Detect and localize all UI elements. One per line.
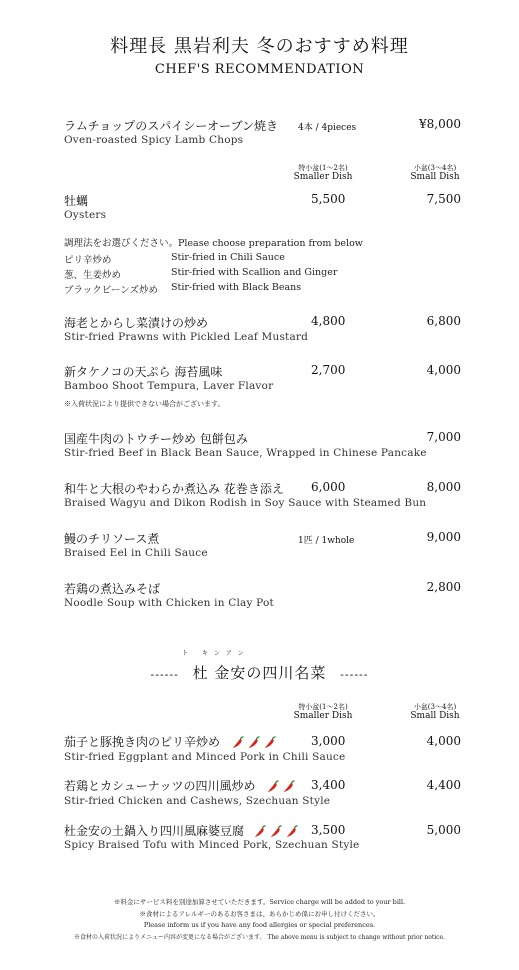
- item-name-en: Braised Wagyu and Dikon Rodish in Soy Sauce with Steamed Bun: [64, 497, 427, 509]
- menu-title-jp: 料理長 黒岩利夫 冬のおすすめ料理: [110, 36, 409, 57]
- col1-header-jp: 特小盆(1～2名): [298, 703, 348, 711]
- item-name-jp: 若鶏の煮込みそば: [64, 582, 161, 596]
- col1-header-en: Smaller Dish: [293, 711, 353, 721]
- price-small-dish: 8,000: [426, 480, 461, 494]
- item-name-text: 杜金安の土鍋入り四川風麻婆豆腐: [64, 824, 245, 838]
- menu-title-en: CHEF'S RECOMMENDATION: [154, 62, 365, 77]
- col1-header-jp: 特小盆(1～2名): [298, 164, 348, 172]
- item-name-en: Oven-roasted Spicy Lamb Chops: [64, 134, 244, 146]
- prep-heading: 調理法をお選びください。Please choose preparation from below: [64, 238, 363, 249]
- price-small-dish: 4,400: [426, 778, 461, 792]
- price-smaller-dish: 2,700: [311, 363, 346, 377]
- price-smaller-dish: 4,800: [311, 314, 346, 328]
- item-name-jp: [64, 822, 300, 839]
- item-quantity: 4本 / 4pieces: [298, 123, 357, 133]
- col1-header-en: Smaller Dish: [293, 172, 353, 182]
- price-smaller-dish: 3,400: [311, 778, 346, 792]
- item-name-en: Stir-fried Eggplant and Minced Pork in Chili Sauce: [64, 751, 346, 763]
- prep-option-jp: ピリ辛炒め: [64, 255, 112, 266]
- item-name-en: Stir-fried Beef in Black Bean Sauce, Wrapped in Chinese Pancake: [64, 447, 427, 459]
- item-name-en: Noodle Soup with Chicken in Clay Pot: [64, 597, 274, 609]
- col2-header-jp: 小盆(3～4名): [413, 164, 457, 172]
- chili-pepper-icon: [284, 824, 299, 839]
- chili-pepper-icon: [265, 779, 280, 794]
- item-price: 2,800: [426, 580, 461, 594]
- item-name-jp: [64, 733, 278, 750]
- item-name-jp: [64, 777, 297, 794]
- availability-note: ※入荷状況により提供できない場合がございます。: [64, 400, 225, 408]
- col2-header-en: Small Dish: [410, 711, 460, 721]
- price-smaller-dish: 3,000: [311, 734, 346, 748]
- chili-pepper-icon: [268, 824, 283, 839]
- prep-option-en: Stir-fried in Chili Sauce: [171, 252, 285, 263]
- spice-level: [265, 779, 297, 794]
- spice-level: [252, 824, 300, 839]
- item-price: 7,000: [426, 430, 461, 444]
- item-name-en: Bamboo Shoot Tempura, Laver Flavor: [64, 380, 274, 392]
- item-name-en: Spicy Braised Tofu with Minced Pork, Szechuan Style: [64, 839, 360, 851]
- prep-option-jp: ブラックビーンズ炒め: [64, 285, 158, 296]
- price-smaller-dish: 6,000: [311, 480, 346, 494]
- item-name-jp: 海老とからし菜漬けの炒め: [64, 316, 209, 330]
- item-name-en: Braised Eel in Chili Sauce: [64, 547, 208, 559]
- item-name-jp: 牡蠣: [64, 194, 89, 208]
- item-name-jp: 鰻のチリソース煮: [64, 532, 160, 546]
- item-name-en: Stir-fried Chicken and Cashews, Szechuan Style: [64, 795, 331, 807]
- item-name-jp: 和牛と大根のやわらか煮込み 花巻き添え: [64, 482, 284, 496]
- item-price: ¥8,000: [419, 117, 461, 131]
- price-smaller-dish: 3,500: [311, 823, 346, 837]
- section2-title: 杜 金安の四川名菜: [192, 664, 327, 682]
- item-price: 9,000: [426, 530, 461, 544]
- item-name-jp: 新タケノコの天ぷら 海苔風味: [64, 365, 223, 379]
- footer-allergy-en: Please inform us if you have any food allergies or special preferences.: [143, 921, 376, 929]
- price-small-dish: 5,000: [426, 823, 461, 837]
- chili-pepper-icon: [252, 824, 267, 839]
- section2-title-row: [0, 662, 519, 683]
- item-name-jp: 国産牛肉のトウチー炒め 包餅包み: [64, 432, 248, 446]
- chili-pepper-icon: [281, 779, 296, 794]
- prep-option-en: Stir-fried with Black Beans: [171, 282, 302, 293]
- chili-pepper-icon: [262, 735, 277, 750]
- section2-ruby: ト キンアン: [182, 650, 250, 657]
- price-small-dish: 7,500: [426, 192, 461, 206]
- item-name-text: 茄子と豚挽き肉のピリ辛炒め: [64, 735, 221, 749]
- spice-level: [230, 735, 278, 750]
- price-small-dish: 4,000: [426, 734, 461, 748]
- col2-header-jp: 小盆(3～4名): [413, 703, 457, 711]
- footer-service-charge: ※料金にサービス料を別途加算させていただきます。Service charge will be added to your bill.: [113, 898, 406, 906]
- section2-dash-left: ------: [150, 668, 179, 681]
- chili-pepper-icon: [230, 735, 245, 750]
- price-small-dish: 6,800: [426, 314, 461, 328]
- price-small-dish: 4,000: [426, 363, 461, 377]
- price-smaller-dish: 5,500: [311, 192, 346, 206]
- footer-allergy-jp: ※食材によるアレルギーのあるお客さまは、あらかじめ係にお申し付けください。: [139, 910, 380, 918]
- prep-option-jp: 葱、生姜炒め: [64, 270, 122, 281]
- item-name-text: 若鶏とカシューナッツの四川風炒め: [64, 779, 256, 793]
- footer-menu-change: ※食材の入荷状況によりメニュー内容が変更になる場合がございます。 The above menu is subject to change without prior notice.: [74, 934, 445, 941]
- section2-dash-right: ------: [340, 668, 369, 681]
- item-quantity: 1匹 / 1whole: [298, 536, 355, 546]
- prep-option-en: Stir-fried with Scallion and Ginger: [171, 267, 338, 278]
- item-name-en: Oysters: [64, 209, 107, 221]
- item-name-en: Stir-fried Prawns with Pickled Leaf Mustard: [64, 331, 309, 343]
- col2-header-en: Small Dish: [410, 172, 460, 182]
- item-name-jp: ラムチョップのスパイシーオーブン焼き: [64, 119, 278, 133]
- chili-pepper-icon: [246, 735, 261, 750]
